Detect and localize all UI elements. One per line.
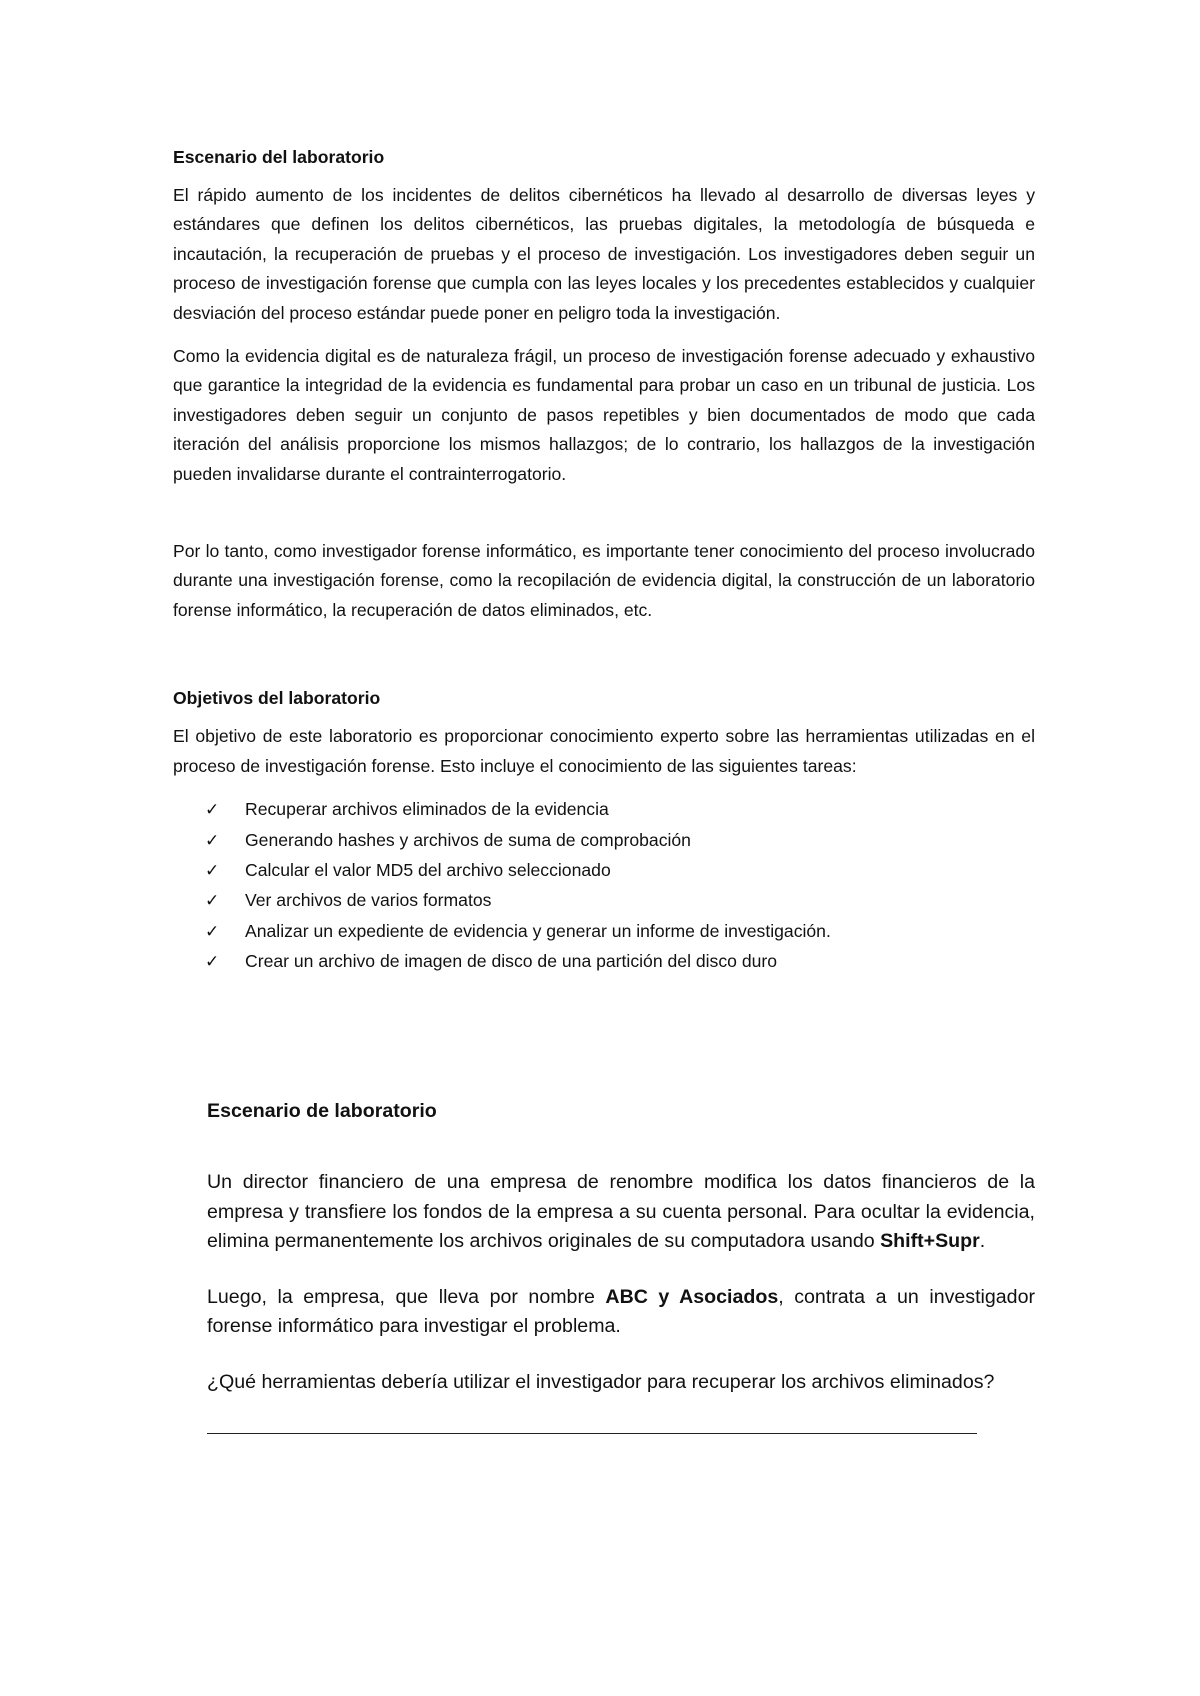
task-text: Analizar un expediente de evidencia y generar un informe de investigación. (245, 920, 831, 941)
scenario-text-end: . (979, 1230, 986, 1253)
objectives-title: Objetivos del laboratorio (173, 688, 381, 709)
scenario-paragraph-1 (207, 1168, 1035, 1257)
key-combination: Shift+Supr (880, 1230, 980, 1253)
list-item (205, 795, 1035, 825)
list-item (205, 917, 1035, 947)
scenario-title: Escenario de laboratorio (207, 1100, 437, 1122)
list-item (205, 826, 1035, 856)
objectives-intro: El objetivo de este laboratorio es proporcionar conocimiento experto sobre las herramientas utilizadas en el proceso de investigación forense. Esto incluye el conocimiento de las siguientes tareas: (173, 726, 1035, 776)
task-text: Ver archivos de varios formatos (245, 890, 492, 911)
scenario-text: Luego, la empresa, que lleva por nombre (207, 1285, 606, 1308)
scenario-text: Un director financiero de una empresa de renombre modifica los datos financieros de la empresa y transfiere los fondos de la empresa a su cuenta personal. Para ocultar la evidencia, elimina permanentemente los archivos originales de su computadora usando (207, 1171, 1035, 1253)
list-item (205, 947, 1035, 977)
task-text: Crear un archivo de imagen de disco de una partición del disco duro (245, 951, 778, 972)
section-title: Escenario del laboratorio (173, 147, 385, 167)
task-text: Recuperar archivos eliminados de la evidencia (245, 799, 609, 820)
task-text: Calcular el valor MD5 del archivo seleccionado (245, 859, 611, 880)
scenario-paragraph-2 (207, 1283, 1035, 1342)
intro-paragraph-3: Por lo tanto, como investigador forense informático, es importante tener conocimiento del proceso involucrado durante una investigación forense, como la recopilación de evidencia digital, la construcción de un laboratorio forense informático, la recuperación de datos eliminados, etc. (173, 541, 1035, 620)
checkmark-icon: ✓ (205, 952, 220, 973)
checkmark-icon: ✓ (205, 800, 220, 821)
company-name: ABC y Asociados (605, 1285, 779, 1308)
task-text: Generando hashes y archivos de suma de comprobación (245, 829, 691, 850)
scenario-question: ¿Qué herramientas debería utilizar el investigador para recuperar los archivos eliminados? (207, 1370, 995, 1393)
checkmark-icon: ✓ (205, 830, 220, 851)
list-item (205, 886, 1035, 916)
list-item (205, 856, 1035, 886)
checkmark-icon: ✓ (205, 921, 220, 942)
case-scenario-section (207, 1098, 1035, 1434)
task-list (173, 795, 1035, 977)
lab-scenario-section (173, 146, 1035, 978)
intro-paragraph-2: Como la evidencia digital es de naturaleza frágil, un proceso de investigación forense adecuado y exhaustivo que garantice la integridad de la evidencia es fundamental para probar un caso en un tribunal de justicia. Los investigadores deben seguir un conjunto de pasos repetibles y bien documentados de modo que cada iteración del análisis proporcione los mismos hallazgos; de lo contrario, los hallazgos de la investigación pueden invalidarse durante el contrainterrogatorio. (173, 346, 1035, 484)
answer-line (207, 1432, 977, 1434)
checkmark-icon: ✓ (205, 891, 220, 912)
scenario-text-end: , contrata a un investigador forense informático para investigar el problema. (207, 1285, 1035, 1338)
checkmark-icon: ✓ (205, 860, 220, 881)
intro-paragraph-1: El rápido aumento de los incidentes de delitos cibernéticos ha llevado al desarrollo de diversas leyes y estándares que definen los delitos cibernéticos, las pruebas digitales, la metodología de búsqueda e incautación, la recuperación de pruebas y el proceso de investigación. Los investigadores deben seguir un proceso de investigación forense que cumpla con las leyes locales y los precedentes establecidos y cualquier desviación del proceso estándar puede poner en peligro toda la investigación. (173, 185, 1035, 323)
